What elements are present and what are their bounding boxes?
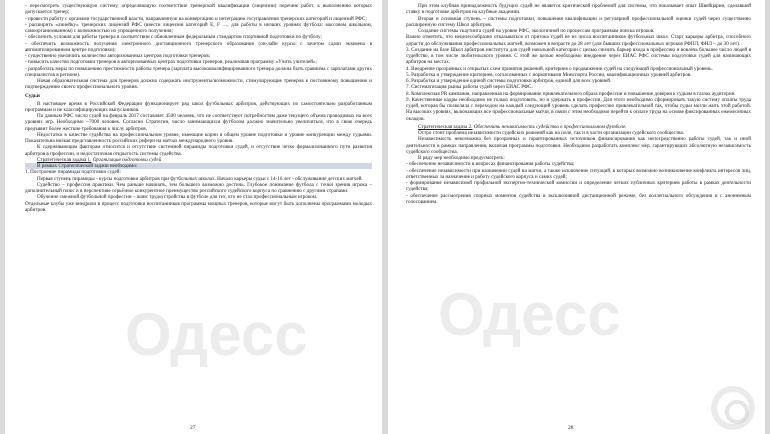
paragraph: Отдельные клубы уже внедрили в процесс подготовки воспитанников программы мощных тренеров, которые могут быть дополнены программами молодых арбитров. (25, 200, 372, 213)
section-heading-judges: Судьи (25, 92, 40, 99)
paragraph: Судейство – профессия практики. Чем раньше начинать, тем большего возможно достичь. Глубокое понимание футбола с точки зрения игрока – дополнительный плюс и в перспективе серьёзное конкурентное преимущество российского судейского корпуса по сравнению с другими странами. (25, 181, 372, 194)
paragraph: Важно отметить, что нецелесообразно отказываться от притока судей не из числа воспитанников футбольных школ. Старт карьеры арбитра, способного дорасти до обслуживания профессиональных матчей, возможен в возрасте до 28 лет (для бывших профессиональных игроков РФПЛ, ФНЛ – до 30 лет). (406, 34, 751, 47)
paragraph: Первая ступень пирамиды - курсы подготовки арбитров при футбольных школах. Начало карьеры судьи с 14-16 лет - обслуживание детских матчей. (37, 175, 363, 182)
page-number: 27 (190, 425, 196, 431)
frame-title: В рамках Стратегической задачи необходимо: (25, 163, 372, 169)
page-number: 28 (568, 425, 574, 431)
paragraph: 6. Разработка и утверждение единой системы подготовки арбитров, единой для всех уровней. (406, 78, 612, 84)
document-page-left (5, 0, 382, 434)
task-title: Обеспечить независимость судейства в профессиональном футболе. (473, 123, 627, 130)
paragraph: - обеспечить возможность получения электронного дистанционного тренерского образования (он-лайн курсы с зачетом сдачи экзамена в автоматизированном центре подготовки); (25, 40, 372, 53)
paragraph: 3. Создание на базе Школ арбитров института для судей начальной категории с целью снизить барьер входа в профессию и вовлечь большее число людей в судейство, в том числе любительского уровня. С этой же целью необходимо внедрение через ЕИАС РФС системы подготовки судей для начинающих арбитров на местах. (406, 46, 751, 66)
paragraph: - обеспечить условия для работы тренера в соответствии с обновленным федеральным стандартом спортивной подготовки по футболу; (25, 34, 322, 41)
paragraph: - пересмотреть существующую систему, определяющую соответствие тренерской квалификации (лицензии) перечню работ, к выполнению которых допускается тренер; (25, 3, 372, 16)
paragraph: - расширить «линейку» тренерских лицензий РФС (ввести лицензии категорий Е, F …, для работы в низших уровнях футбола: массовом школьном, самоорганизованном) с возможностью их упрощенного получения; (25, 21, 372, 34)
task-title: Организация подготовки судей (92, 156, 162, 163)
list-item: - обеспечение независимости в вопросах финансирования работы судейства; (406, 161, 575, 168)
paragraph: 9. Качественные кадры необходимо не только подготовить, но и удержать в профессии. Для этого необходимо сформировать такую систему оплаты труда судей, которая бы позволяла с переходом на каждый следующий уровень сделать профессию привлекательной так, чтобы судьи могли жить этой работой. На высоких уровнях, включающих все профессиональные матчи, в связи с этим необходимо перейти к оплате труда на основе фиксированных ежемесячных окладов. (406, 96, 751, 122)
paragraph: - существенно увеличить количество авторизованных центров подготовки тренеров; (25, 53, 211, 59)
paragraph: - повысить качество подготовки тренеров в авторизованных центрах подготовки тренеров, реализовав программу «Учить учителей»; (25, 59, 318, 66)
list-item: - обеспечение независимости при назначении судей на матчи, а также исключение ситуаций, в которых возможно возникновение конфликта интересов лиц, ответственных за назначение и работу судейского корпуса и самих судей; (406, 167, 751, 180)
paragraph: В настоящее время в Российской Федерации функционирует ряд школ футбольных арбитров, действующих по самостоятельно разработанным программам и не классифицирующих выпускников. (25, 100, 372, 113)
watermark-logo: Одесс (125, 301, 308, 368)
list-item: - формирование независимой профильной экспертно-технической комиссии и определение четких публичных критериев работы в рамках деятельности судейства; (406, 180, 751, 193)
paragraph: Остро стоит проблема независимости судейских решений как на поле, так и в части организации судейского сообщества. (418, 130, 685, 136)
paragraph: 8. Комплексная PR кампания, направленная на формирование привлекательного образа профессии и повышение доверия к судьям в глазах аудитории. (406, 90, 736, 97)
watermark-circle-icon (711, 386, 755, 430)
paragraph: К сдерживающим факторам относится и отсутствие системной пирамиды подготовки судей, и отсутствие четко формализованного пути развития арбитров в профессии, и недостаточная открытость системы судейства. (25, 144, 372, 157)
list-item: 1. Построение пирамиды подготовки судей: (25, 169, 121, 176)
list-item: - обеспечение рассмотрения спорных моментов судейства в эксклюзивной дистанционной режиме, без коллегиального обсуждения и с анонимным голосованием. (406, 192, 751, 205)
paragraph: При этом клубная принадлежность будущих судей не является критической проблемой для системы, что показывает опыт Швейцарии, сделавшей ставку в подготовке арбитров на клубные академии. (406, 3, 751, 16)
paragraph: Новая образовательная система для тренеров должна содержать инструменты/возможности, стимулирующие тренеров к постоянному повышению и подтверждению своего профессионального уровня. (25, 78, 372, 91)
watermark-logo: Одесс (438, 281, 621, 348)
paragraph: Вторая и основная ступень – системы подготовки, повышения квалификации и регулярной профессиональной оценки судей через существенно расширенную систему Школ арбитров. (406, 15, 751, 28)
task-label: Стратегическая задача 2. (418, 123, 473, 130)
paragraph: - разработать меры по повышению престижности работы тренера (зарплата высококвалифицированного тренера должна быть сравнима с зарплатами других специалистов в регионе). (25, 65, 372, 78)
paragraph: Независимость невозможна без прозрачных и гарантированных источников финансирования как непосредственно работы судей, так и иной деятельности в рамках направления, включая программы подготовки. Необходимо разработать комплекс мер, гарантирующих абсолютную независимость судейского сообщества. (406, 136, 751, 155)
paragraph: - провести работу с органами государственной власти, направленную на конвертацию и интеграцию госуправления тренерских категорий и лицензий РФС; (25, 15, 367, 22)
paragraph: 7. Систематизация рынка работы судей через ЕИАС РФС. (406, 84, 533, 91)
paragraph: Создание системы скаутинга судей на уровне РФС, экологичной по процессам программам поиска игроков. (418, 28, 655, 34)
paragraph: Недостатки в качестве судейства на профессиональном уровне, имеющие корни в общем уровне подготовки и уровне конкуренции между судьями. Показательна низкая представленность российских рефери на матчах международного уровня. (25, 131, 372, 144)
paragraph: В ряду мер необходимо предусмотреть: (418, 155, 505, 161)
paragraph: Обучение смежной футбольной профессии – шанс трудоустройства в футболе для тех, кто не стал профессиональным игроком. (37, 194, 318, 201)
task-label: Стратегическая задача 1. (37, 156, 92, 163)
paragraph: По данным РФС число судей на февраль 2017 составляет 4500 человек, что не соответствует потребностям даже текущего объема проводимых на всех уровнях игр. Необходимо ~7000 человек. Согласно Стратегии, число занимающихся футболом должно значительно увеличиться, что в свою очередь предъявит более жесткие требования к числу арбитров. (25, 113, 372, 132)
paragraph: 4. Внедрение прозрачных и открытых схем принятия решений, критериев о продвижении судей на следующий профессиональный уровень. (406, 65, 713, 72)
document-page-right (388, 0, 765, 434)
paragraph: 5. Разработка и утверждение критериев, согласованных с нормативами Минспорта России, квалификационных уровней арбитров. (406, 71, 692, 78)
